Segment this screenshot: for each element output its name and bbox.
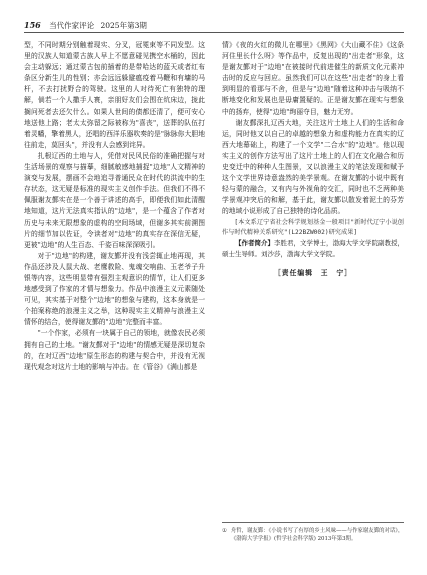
page-number: 156: [24, 20, 41, 30]
paragraph: "一个作家，必须有一块属于自己的领地，就像农民必须拥有自己的土地。"谢友鄞对于"边地"的情感无疑是深切复杂的，在对辽西"边地"原生形态的构建与契合中，并没有无视现代观念对这片土地的影响与冲击。在《管谷》《满山都是: [24, 329, 205, 371]
funding-note: [本文系辽宁省社会科学规划基金一般项目"新时代辽宁小说创作与时代精神关系研究"(L22BZW002)研究成果]: [222, 218, 404, 236]
paragraph: 扎根辽西的土地与人，凭借对民风民俗的准确把握与对生活场景的观察与描摹，细腻敏感地捕捉"边地"人文精神的演变与发展，摆画不会地追寻普通民众在时代的洪流中的生存状态，这无疑是标准的现实主义创作手法。但我们不得不佩服谢友鄞实在是一个善于讲述的高手，即便我们如此清醒地知道，这片无法真实指认的"边地"，是一个蕴含了作者对历史与未来无限想象的虚构的空间场域，但谢多其实前溯图片的细节加以佐证，令读者对"边地"的真实存在深信无疑，更被"边地"的人生百态、千姿百味深深吸引。: [24, 151, 205, 249]
author-bio: [222, 238, 404, 260]
author-bio-tag: 【作者简介】: [235, 238, 274, 247]
footnote-text: 舟哲，谢友鄞：《小说书写了有厚的乡土风味——与作家谢友鄞的对话》，《渤海大学学报》(哲学社会科学版) 2013年第3期。: [230, 528, 404, 542]
page-header: [24, 18, 404, 33]
footnote: [222, 527, 404, 543]
footnote-mark: ①: [222, 528, 227, 534]
footnotes: [222, 522, 404, 543]
paragraph: 谢友鄞深扎辽西大地，关注这片土地上人们的生活和命运，同时他又以自己的卓越的想象力和虚构能力在真实的辽西大地幕础上，构建了一个文学"二合水"的"边地"。他以现实主义的创作方法写出了这片土地上的人们在文化融合和历史变迁中的种种人生图景，又以浪漫主义的笔法发现和赋予这个文学世界诗意盎然的美学景观。在谢友鄞的小说中既有轻与蒙的融合，又有内与外视角的交汇，同时也不乏两种美学景观冲突后的和解，基于此，谢友鄞以散发着泥土的芬芳的地域小说形成了自己独特的诗化品质。: [222, 118, 404, 216]
journal-issue: 2025年第3期: [100, 21, 147, 30]
paragraph: 对于"边地"的构建，谢友鄞并没有浅尝辄止地再现，其作品还涉及人鼠大战、老鹰救险、鬼魂交响曲、玉老爷子升银等内容，这些明显带有强烈主观意识的情节，让人们更多地感受到了作家的才情与想象力。作品中浪漫主义元素随处可见，其实基于对整个"边地"的想象与建构，这本身就是一个拍案称绝的浪漫主义之举，这种现实主义精神与浪漫主义情怀的结合，使得谢友鄞的"边地"完整而丰富。: [24, 251, 205, 327]
paragraph: 情》《夜的火红的微儿在哪里》《黑网》《大山藏不住》《这条河住里长什么呀》等作品中，反复出现的"出走者"形象，这是谢友鄞对于"边地"在被接时代前进催生的新质文化元素冲击时的反应与回应。虽然我们可以在这些"出走者"的身上看到明显的看那与不舍，但是与"边地"随着这种冲击与吸纳不断地变化和发展也是毋庸置疑的。正是谢友鄞在现实与想象中的扬弃，使得"边地"绚丽夺目，魅力无穷。: [222, 41, 404, 116]
author-bio-text: 李胜君，文学博士，渤海大学文学院副教授，硕士生导师。刘沙莎，渤海大学文学院。: [222, 238, 404, 258]
responsible-editor: ［责任编辑 王 宁］: [274, 268, 352, 277]
paragraph: 型，不同时期分别触着现实、分叉，冠冕束等不同发型。这里的汉族人知道蒙古族人早上不愿意碰见携空水桶的，因此会主动躲远；通过蒙古包前插着的是带哈达的蓝天或者红布条区分新生儿的性别；亦会远远躲避瘟疫着马鞭和有墉的马杆，不去打扰野合的驾驶。这里的人对待死亡有独特的理解，倘若一个人撒手人寰，亲朋好友们会围在炕床边，拢此搁问死者去还欠什么。如果人世间的债都还清了，便可安心地送他上路；老太太弥留之际被称为"喜丧"，送葬的队伍打着灵幡，擎着黑人，还唱的西洋乐器吹奏的是"脉脉你大胆地往前走，莫回头"，并没有人会感到诧异。: [24, 41, 205, 149]
right-column: [222, 40, 404, 279]
journal-name: 当代作家评论: [49, 21, 95, 30]
left-column: [24, 40, 205, 373]
